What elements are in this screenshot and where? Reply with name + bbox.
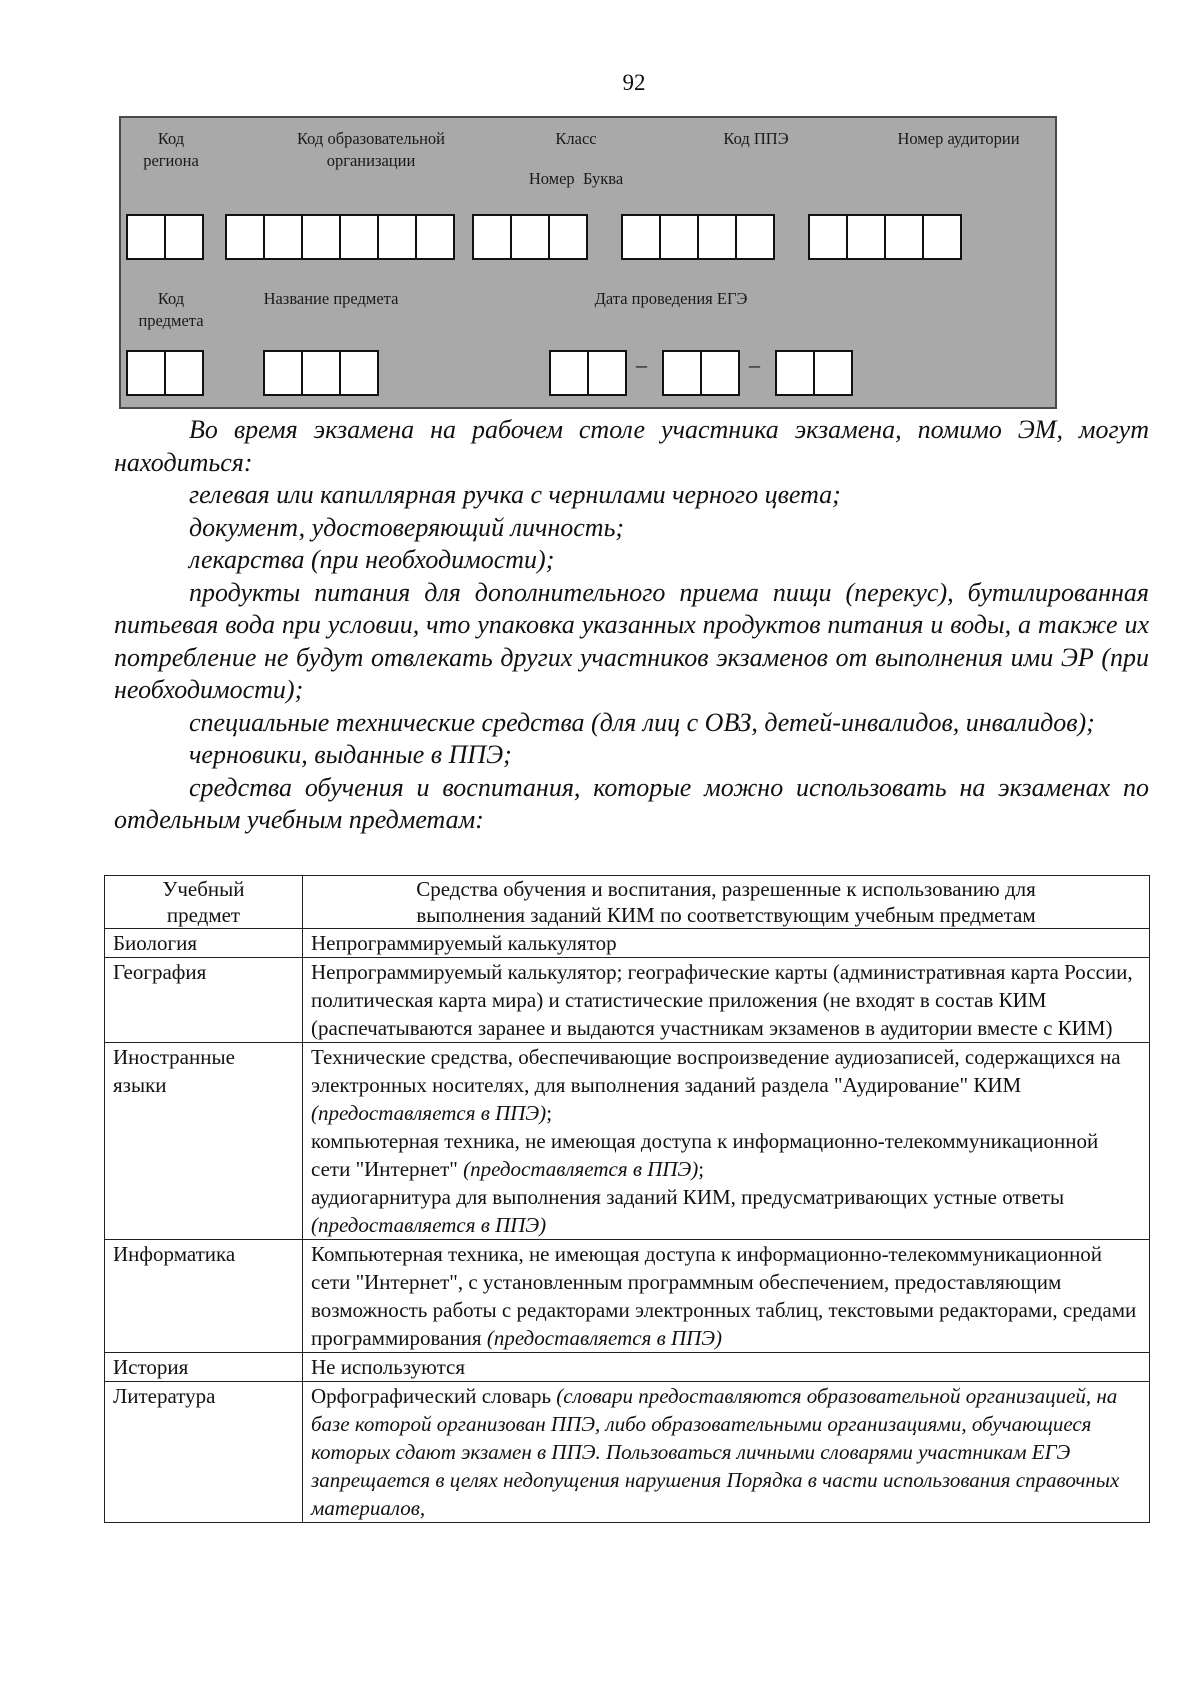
exam-form-header — [119, 116, 1057, 409]
means-cell: Компьютерная техника, не имеющая доступа к информационно-телекоммуникационной сети "Интернет", с установленным программным обеспечением, предоставляющим возможность работы с редакторами электронных таблиц, текстовыми редакторами, средами программирования (предоставляется в ППЭ) — [303, 1240, 1150, 1353]
input-cell[interactable] — [700, 350, 740, 396]
date-separator: – — [749, 352, 760, 377]
subject-name-label: Название предмета — [263, 289, 399, 308]
subjects-table — [104, 875, 1150, 1523]
input-cell[interactable] — [263, 350, 303, 396]
room-number-boxes — [808, 214, 960, 260]
subject-cell: Биология — [105, 929, 303, 958]
subject-cell: Иностранные языки — [105, 1043, 303, 1240]
input-cell[interactable] — [775, 350, 815, 396]
input-cell[interactable] — [126, 350, 166, 396]
intro-paragraph: Во время экзамена на рабочем столе участника экзамена, помимо ЭМ, могут находиться: — [114, 415, 1149, 477]
exam-month-boxes — [662, 350, 738, 396]
input-cell[interactable] — [659, 214, 699, 260]
subject-name-boxes — [263, 350, 377, 396]
input-cell[interactable] — [621, 214, 661, 260]
input-cell[interactable] — [126, 214, 166, 260]
table-row — [105, 1240, 1150, 1353]
input-cell[interactable] — [164, 214, 204, 260]
input-cell[interactable] — [472, 214, 512, 260]
room-number-label: Номер аудитории — [897, 129, 1020, 148]
input-cell[interactable] — [548, 214, 588, 260]
header-means: Средства обучения и воспитания, разрешенные к использованию для выполнения заданий КИМ по соответствующим учебным предметам — [303, 876, 1150, 929]
exam-date-label: Дата проведения ЕГЭ — [594, 289, 748, 308]
header-subject: Учебный предмет — [105, 876, 303, 929]
subject-cell: История — [105, 1353, 303, 1382]
list-item: черновики, выданные в ППЭ; — [189, 740, 512, 769]
table-row — [105, 929, 1150, 958]
class-letter-label: Буква — [582, 169, 624, 188]
input-cell[interactable] — [813, 350, 853, 396]
input-cell[interactable] — [846, 214, 886, 260]
class-boxes — [472, 214, 586, 260]
subject-code-boxes — [126, 350, 202, 396]
allowed-items-text — [114, 414, 1149, 837]
input-cell[interactable] — [697, 214, 737, 260]
input-cell[interactable] — [301, 214, 341, 260]
input-cell[interactable] — [263, 214, 303, 260]
subject-cell: Литература — [105, 1382, 303, 1523]
input-cell[interactable] — [510, 214, 550, 260]
input-cell[interactable] — [884, 214, 924, 260]
region-code-label: Код региона — [143, 129, 199, 170]
input-cell[interactable] — [415, 214, 455, 260]
table-row — [105, 1382, 1150, 1523]
input-cell[interactable] — [549, 350, 589, 396]
input-cell[interactable] — [301, 350, 341, 396]
input-cell[interactable] — [735, 214, 775, 260]
input-cell[interactable] — [662, 350, 702, 396]
input-cell[interactable] — [587, 350, 627, 396]
list-item: документ, удостоверяющий личность; — [189, 512, 625, 542]
table-row — [105, 1043, 1150, 1240]
ppe-code-label: Код ППЭ — [723, 129, 789, 148]
input-cell[interactable] — [164, 350, 204, 396]
ppe-code-boxes — [621, 214, 773, 260]
list-item: лекарства (при необходимости); — [189, 545, 555, 574]
means-cell: Технические средства, обеспечивающие воспроизведение аудиозаписей, содержащихся на электронных носителях, для выполнения заданий раздела "Аудирование" КИМ (предоставляется в ППЭ); компьютерная техника, не имеющая доступа к информационно-телекоммуникационной сети "Интернет" (предоставляется в ППЭ); аудиогарнитура для выполнения заданий КИМ, предусматривающих устные ответы (предоставляется в ППЭ) — [303, 1043, 1150, 1240]
input-cell[interactable] — [225, 214, 265, 260]
exam-day-boxes — [549, 350, 625, 396]
means-cell: Непрограммируемый калькулятор; географические карты (административная карта России, политическая карта мира) и статистические приложения (не входят в состав КИМ (распечатываются заранее и выдаются участникам экзаменов в аудитории вместе с КИМ) — [303, 958, 1150, 1043]
list-item: продукты питания для дополнительного приема пищи (перекус), бутилированная питьевая вода при условии, что упаковка указанных продуктов питания и воды, а также их потребление не будут отвлекать других участников экзаменов от выполнения ими ЭР (при необходимости); — [114, 577, 1149, 704]
means-cell: Непрограммируемый калькулятор — [303, 929, 1150, 958]
means-cell: Орфографический словарь (словари предоставляются образовательной организацией, на базе которой организован ППЭ, либо образовательными организациями, обучающиеся которых сдают экзамен в ППЭ. Пользоваться личными словарями участникам ЕГЭ запрещается в целях недопущения нарушения Порядка в части использования справочных материалов, — [303, 1382, 1150, 1523]
org-code-label: Код образовательной организации — [296, 129, 446, 170]
page-number: 92 — [622, 70, 646, 95]
org-code-boxes — [225, 214, 453, 260]
input-cell[interactable] — [339, 214, 379, 260]
class-label: Класс — [555, 129, 597, 148]
class-number-label: Номер — [528, 169, 575, 188]
table-row — [105, 958, 1150, 1043]
means-cell: Не используются — [303, 1353, 1150, 1382]
input-cell[interactable] — [339, 350, 379, 396]
table-row — [105, 1353, 1150, 1382]
input-cell[interactable] — [922, 214, 962, 260]
list-item: специальные технические средства (для лиц с ОВЗ, детей-инвалидов, инвалидов); — [189, 707, 1095, 737]
class-sub-labels — [506, 168, 646, 190]
exam-year-boxes — [775, 350, 851, 396]
table-header-row — [105, 876, 1150, 929]
date-separator: – — [636, 352, 647, 377]
subject-code-label: Код предмета — [138, 289, 204, 330]
list-item: средства обучения и воспитания, которые можно использовать на экзаменах по отдельным учебным предметам: — [114, 772, 1149, 834]
subject-cell: География — [105, 958, 303, 1043]
subject-cell: Информатика — [105, 1240, 303, 1353]
input-cell[interactable] — [808, 214, 848, 260]
input-cell[interactable] — [377, 214, 417, 260]
list-item: гелевая или капиллярная ручка с чернилами черного цвета; — [189, 480, 841, 509]
region-code-boxes — [126, 214, 202, 260]
